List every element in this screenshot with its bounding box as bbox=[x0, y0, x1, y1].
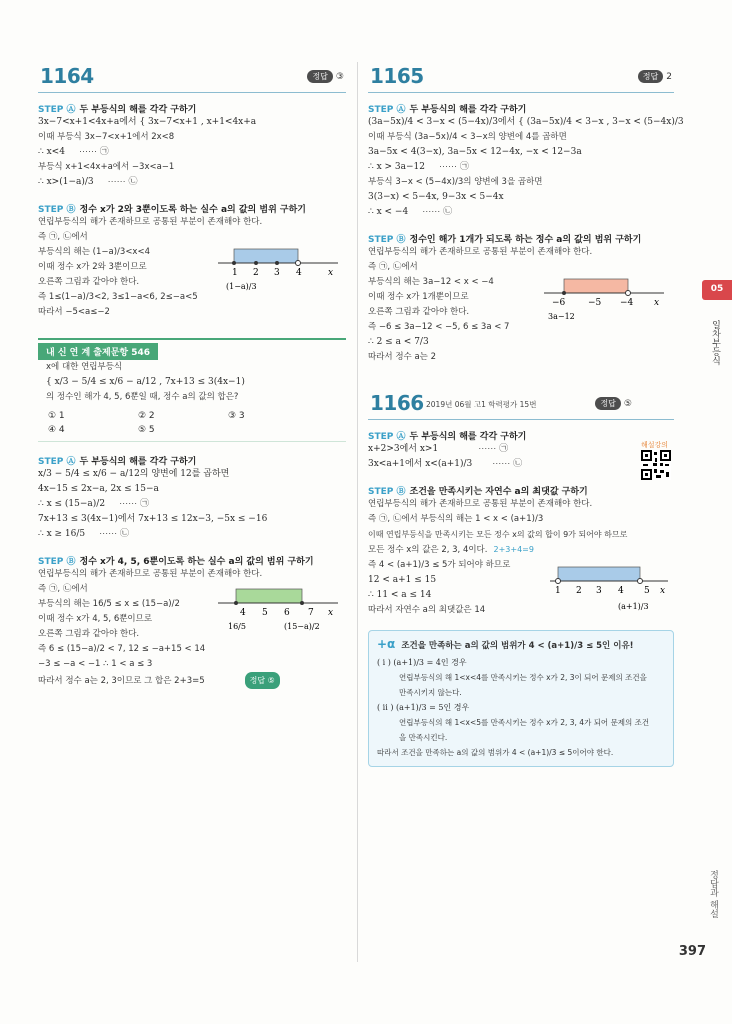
step-b-body bbox=[38, 567, 346, 689]
step-a-heading: STEP Ⓐ 두 부등식의 해를 각각 구하기 bbox=[368, 105, 527, 115]
tip-line: 연립부등식의 해 1<x<5를 만족시키는 정수 x가 2, 3, 4가 되어 문제의 조건 bbox=[399, 718, 650, 727]
tick-dot bbox=[562, 291, 566, 295]
solution-line: 연립부등식의 해가 존재하므로 공통된 부분이 존재해야 한다. bbox=[38, 569, 263, 579]
plus-alpha-icon: +α bbox=[377, 637, 396, 651]
tick-label: 1 bbox=[555, 586, 561, 596]
solution-line: ∴ x ≥ 16/5 ⋯⋯ ㉡ bbox=[38, 529, 130, 539]
tick-label: x bbox=[328, 268, 334, 278]
question-line: 의 정수인 해가 4, 5, 6뿐일 때, 정수 a의 값의 합은? bbox=[46, 392, 239, 402]
solution-line: ∴ x ≤ (15−a)/2 ⋯⋯ ㉠ bbox=[38, 499, 149, 509]
tick-label: x bbox=[660, 586, 666, 596]
tick-label: −4 bbox=[620, 298, 634, 308]
solution-line: 3x−7<x+1<4x+a에서 { 3x−7<x+1 , x+1<4x+a bbox=[38, 117, 257, 127]
solution-line: ∴ x>(1−a)/3 ⋯⋯ ㉡ bbox=[38, 177, 138, 187]
linked-question-title: 내 신 연 계 출제문항 546 bbox=[38, 343, 158, 360]
answer-badge: 정답 2 bbox=[638, 70, 672, 83]
solution-line: x+2>3에서 x>1 ⋯⋯ ㉠ bbox=[368, 444, 509, 454]
solution-line: 연립부등식의 해가 존재하므로 공통된 부분이 존재해야 한다. bbox=[368, 499, 593, 509]
open-point bbox=[296, 261, 301, 266]
tick-dot bbox=[275, 261, 279, 265]
interval-fill bbox=[236, 589, 302, 603]
answer-choices bbox=[48, 411, 346, 435]
interval-fill bbox=[234, 249, 298, 263]
step-a-heading: STEP Ⓐ 두 부등식의 해를 각각 구하기 bbox=[38, 105, 197, 115]
step-a-heading: STEP Ⓐ 두 부등식의 해를 각각 구하기 bbox=[38, 457, 197, 467]
boundary-label: (a+1)/3 bbox=[618, 602, 649, 611]
step-a-heading: STEP Ⓐ 두 부등식의 해를 각각 구하기 bbox=[368, 432, 527, 442]
step-b-heading: STEP Ⓑ 정수인 해가 1개가 되도록 하는 정수 a의 값의 범위 구하기 bbox=[368, 235, 642, 245]
solution-line: x/3 − 5/4 ≤ x/6 − a/12의 양변에 12를 곱하면 bbox=[38, 469, 230, 479]
solution-line: 즉 ㉠, ㉡에서 bbox=[368, 262, 418, 272]
boundary-label: 16/5 bbox=[228, 622, 246, 631]
solution-line: ∴ x<4 ⋯⋯ ㉠ bbox=[38, 147, 109, 157]
solution-line: 따라서 자연수 a의 최댓값은 14 bbox=[368, 605, 486, 615]
solution-line: −3 ≤ −a < −1 ∴ 1 < a ≤ 3 bbox=[38, 659, 153, 669]
solution-line: 즉 4 < (a+1)/3 ≤ 5가 되어야 하므로 bbox=[368, 560, 511, 570]
answer-badge: 정답 ⑤ bbox=[595, 397, 632, 410]
boundary-label: (1−a)/3 bbox=[226, 282, 257, 291]
tick-label: x bbox=[654, 298, 660, 308]
interval-fill bbox=[564, 279, 628, 293]
solution-line: 3a−5x < 4(3−x), 3a−5x < 12−4x, −x < 12−3a bbox=[368, 147, 582, 157]
linked-question-box bbox=[38, 338, 346, 689]
tick-label: −6 bbox=[552, 298, 566, 308]
qr-caption: 해설강의 bbox=[641, 441, 669, 449]
solution-line: 7x+13 ≤ 3(4x−1)에서 7x+13 ≤ 12x−3, −5x ≤ −16 bbox=[38, 514, 268, 524]
tick-label: 7 bbox=[308, 608, 314, 618]
solution-line: 오른쪽 그림과 같아야 한다. bbox=[38, 277, 140, 287]
header-rule bbox=[38, 92, 346, 93]
section-footer: 정답과 해설 bbox=[708, 870, 718, 918]
tick-label: 2 bbox=[253, 268, 259, 278]
solution-line: 모든 정수 x의 값은 2, 3, 4이다. 2+3+4=9 bbox=[368, 545, 534, 555]
qr-code-icon[interactable] bbox=[641, 450, 671, 480]
step-b-heading: STEP Ⓑ 정수 x가 2와 3뿐이도록 하는 실수 a의 값의 범위 구하기 bbox=[38, 205, 306, 215]
step-b-heading: STEP Ⓑ 조건을 만족시키는 자연수 a의 최댓값 구하기 bbox=[368, 487, 588, 497]
tip-heading: +α 조건을 만족하는 a의 값의 범위가 4 < (a+1)/3 ≤ 5인 이유! bbox=[377, 637, 634, 651]
solution-line: 연립부등식의 해가 존재하므로 공통된 부분이 존재해야 한다. bbox=[38, 217, 263, 227]
solution-line: 부등식의 해는 16/5 ≤ x ≤ (15−a)/2 bbox=[38, 599, 180, 609]
tip-line: ( i ) (a+1)/3 = 4인 경우 bbox=[377, 658, 467, 667]
solution-line: 이때 연립부등식을 만족시키는 모든 정수 x의 값의 합이 9가 되어야 하므로 bbox=[368, 530, 628, 539]
choice[interactable]: ④ 4 bbox=[48, 425, 65, 435]
solution-line: 즉 1≤(1−a)/3<2, 3≤1−a<6, 2≤−a<5 bbox=[38, 292, 198, 302]
answer-badge: 정답 ⑤ bbox=[245, 672, 280, 689]
chapter-number: 05 bbox=[710, 284, 724, 294]
solution-line: 즉 ㉠, ㉡에서 bbox=[38, 584, 88, 594]
number-line-diagram bbox=[216, 581, 344, 637]
step-b-heading: STEP Ⓑ 정수 x가 4, 5, 6뿐이도록 하는 실수 a의 값의 범위 구하기 bbox=[38, 557, 314, 567]
choice[interactable]: ⑤ 5 bbox=[138, 425, 155, 435]
solution-line: ∴ 11 < a ≤ 14 bbox=[368, 590, 432, 600]
tick-label: 3 bbox=[596, 586, 602, 596]
solution-line: 연립부등식의 해가 존재하므로 공통된 부분이 존재해야 한다. bbox=[368, 247, 593, 257]
problem-1165-header bbox=[368, 62, 674, 90]
problem-1164-header bbox=[38, 62, 346, 90]
choice[interactable]: ③ 3 bbox=[228, 411, 245, 421]
header-rule bbox=[368, 419, 674, 420]
solution-line: 부등식의 해는 (1−a)/3<x<4 bbox=[38, 247, 150, 257]
step-b-body bbox=[368, 497, 674, 618]
tip-line: 연립부등식의 해 1<x<4를 만족시키는 정수 x가 2, 3이 되어 문제의 조건을 bbox=[399, 673, 647, 682]
solution-line: 즉 −6 ≤ 3a−12 < −5, 6 ≤ 3a < 7 bbox=[368, 322, 510, 332]
question-line: x에 대한 연립부등식 bbox=[46, 362, 123, 372]
tick-label: 3 bbox=[274, 268, 280, 278]
page-number: 397 bbox=[678, 944, 706, 959]
step-b-body bbox=[368, 245, 674, 365]
tip-box bbox=[368, 630, 674, 767]
solution-line: 즉 ㉠, ㉡에서 bbox=[38, 232, 88, 242]
tip-line: 따라서 조건을 만족하는 a의 값의 범위가 4 < (a+1)/3 ≤ 5이어야 한다. bbox=[377, 748, 614, 757]
solution-line: 이때 정수 x가 4, 5, 6뿐이므로 bbox=[38, 614, 153, 624]
solution-line: 따라서 −5<a≤−2 bbox=[38, 307, 110, 317]
tick-label: 6 bbox=[284, 608, 290, 618]
problem-number: 1166 bbox=[370, 391, 424, 415]
interval-fill bbox=[558, 567, 640, 581]
question-line: { x/3 − 5/4 ≤ x/6 − a/12 , 7x+13 ≤ 3(4x−1) bbox=[46, 377, 245, 387]
number-line-diagram bbox=[542, 271, 670, 327]
solution-line: 따라서 정수 a는 2 bbox=[368, 352, 436, 362]
solution-line: 이때 부등식 3x−7<x+1에서 2x<8 bbox=[38, 132, 175, 142]
problem-source: 2019년 06월 고1 학력평가 15번 bbox=[426, 400, 537, 409]
solution-line: 4x−15 ≤ 2x−a, 2x ≤ 15−a bbox=[38, 484, 159, 494]
solution-line: 이때 정수 x가 2와 3뿐이므로 bbox=[38, 262, 147, 272]
problem-number: 1165 bbox=[370, 64, 424, 88]
tick-label: 1 bbox=[232, 268, 238, 278]
tick-label: −5 bbox=[588, 298, 602, 308]
tip-line: 을 만족시킨다. bbox=[399, 733, 448, 742]
boundary-label: 3a−12 bbox=[548, 312, 575, 321]
tick-label: 2 bbox=[576, 586, 582, 596]
open-point bbox=[638, 579, 643, 584]
tick-label: x bbox=[328, 608, 334, 618]
tip-line: 만족시키지 않는다. bbox=[399, 688, 462, 697]
solution-line: 즉 ㉠, ㉡에서 부등식의 해는 1 < x < (a+1)/3 bbox=[368, 514, 544, 524]
tick-dot bbox=[234, 601, 238, 605]
tick-dot bbox=[300, 601, 304, 605]
answer-badge: 정답 ③ bbox=[307, 70, 344, 83]
tick-label: 4 bbox=[240, 608, 246, 618]
solution-line: 따라서 정수 a는 2, 3이므로 그 합은 2+3=5 정답 ⑤ bbox=[38, 672, 346, 689]
tick-label: 5 bbox=[644, 586, 650, 596]
solution-line: 오른쪽 그림과 같아야 한다. bbox=[38, 629, 140, 639]
solution-line: 오른쪽 그림과 같아야 한다. bbox=[368, 307, 470, 317]
sum-hint: 2+3+4=9 bbox=[493, 545, 534, 554]
linked-question-body bbox=[38, 360, 346, 405]
solution-line: 부등식의 해는 3a−12 < x < −4 bbox=[368, 277, 494, 287]
tick-label: 4 bbox=[618, 586, 624, 596]
solution-line: 이때 부등식 (3a−5x)/4 < 3−x의 양변에 4를 곱하면 bbox=[368, 132, 567, 142]
chapter-title: 일차부등식 bbox=[710, 320, 720, 365]
tick-dot bbox=[254, 261, 258, 265]
solution-line: 부등식 x+1<4x+a에서 −3x<a−1 bbox=[38, 162, 175, 172]
tick-dot bbox=[232, 261, 236, 265]
choice[interactable]: ② 2 bbox=[138, 411, 155, 421]
number-line-diagram bbox=[216, 241, 344, 297]
open-point bbox=[556, 579, 561, 584]
boundary-label: (15−a)/2 bbox=[284, 622, 320, 631]
solution-line: ∴ x > 3a−12 ⋯⋯ ㉠ bbox=[368, 162, 469, 172]
choice[interactable]: ① 1 bbox=[48, 411, 65, 421]
number-line-diagram bbox=[548, 559, 672, 619]
solution-line: 3(3−x) < 5−4x, 9−3x < 5−4x bbox=[368, 192, 504, 202]
tip-line: ( ii ) (a+1)/3 = 5인 경우 bbox=[377, 703, 470, 712]
header-rule bbox=[368, 92, 674, 93]
right-column bbox=[368, 62, 684, 767]
solution-line: ∴ 2 ≤ a < 7/3 bbox=[368, 337, 429, 347]
problem-number: 1164 bbox=[40, 64, 94, 88]
solution-line: ∴ x < −4 ⋯⋯ ㉡ bbox=[368, 207, 453, 217]
chapter-tab bbox=[702, 280, 732, 300]
tick-label: 4 bbox=[296, 268, 302, 278]
solution-line: 이때 정수 x가 1개뿐이므로 bbox=[368, 292, 469, 302]
solution-line: (3a−5x)/4 < 3−x < (5−4x)/3에서 { (3a−5x)/4 < 3−x , 3−x < (5−4x)/3 bbox=[368, 117, 684, 127]
solution-line: 부등식 3−x < (5−4x)/3의 양변에 3을 곱하면 bbox=[368, 177, 543, 187]
step-b-body bbox=[38, 215, 346, 320]
open-point bbox=[626, 291, 631, 296]
tip-body bbox=[377, 655, 665, 760]
solution-line: 3x<a+1에서 x<(a+1)/3 ⋯⋯ ㉡ bbox=[368, 459, 523, 469]
solution-line: 12 < a+1 ≤ 15 bbox=[368, 575, 437, 585]
left-column bbox=[38, 62, 346, 689]
column-divider bbox=[357, 62, 358, 962]
solution-line: 즉 6 ≤ (15−a)/2 < 7, 12 ≤ −a+15 < 14 bbox=[38, 644, 206, 654]
tick-label: 5 bbox=[262, 608, 268, 618]
problem-1166-header bbox=[368, 389, 674, 417]
